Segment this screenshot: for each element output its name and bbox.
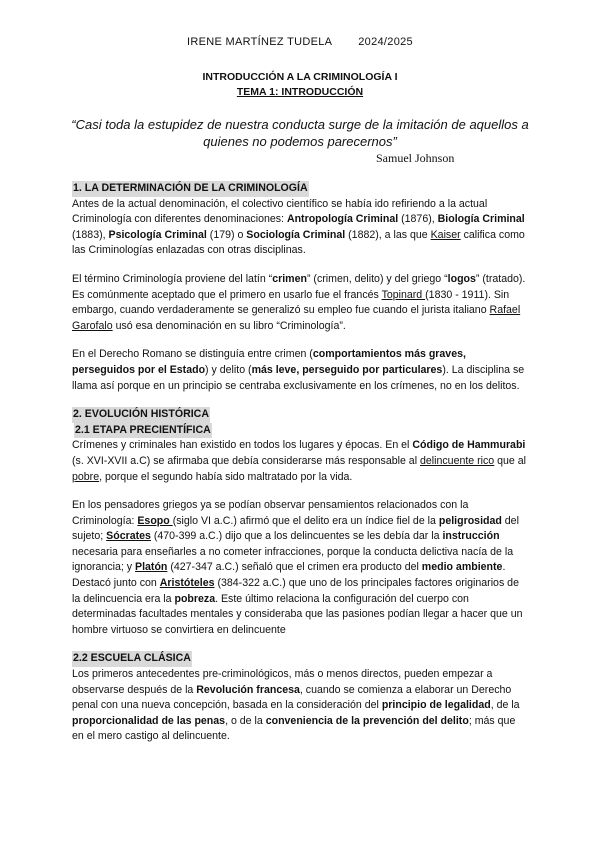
section-1-paragraph-2: El término Criminología proviene del latín “crimen” (crimen, delito) y del griego “logos” (tratado). Es comúnmente aceptado que el primero en usarlo fue el francés Topinard (1830 - 1911). Sin embargo, cuando verdaderamente se generalizó su empleo fue cuando el jurista italiano Rafael Garofalo usó esa denominación en su libro “Criminología”.: [72, 272, 526, 332]
document-header: [0, 36, 600, 48]
section-2-2-paragraph-1: Los primeros antecedentes pre-criminológicos, más o menos directos, pueden empezar a observarse después de la Revolución francesa, cuando se comienza a elaborar un Derecho penal con una nueva concepción, basada en la consideración del principio de legalidad, de la proporcionalidad de las penas, o de la conveniencia de la prevención del delito; más que en el mero castigo al delincuente.: [72, 668, 520, 743]
section-1-heading: 1. LA DETERMINACIÓN DE LA CRIMINOLOGÍA: [72, 181, 309, 197]
topic-title: TEMA 1: INTRODUCCIÓN: [236, 86, 364, 98]
epigraph-quote: “Casi toda la estupidez de nuestra conducta surge de la imitación de aquellos a quienes no podemos parecernos”: [71, 117, 529, 149]
section-2-1-paragraph-2: En los pensadores griegos ya se podían observar pensamientos relacionados con la Criminología: Esopo (siglo VI a.C.) afirmó que el delito era un índice fiel de la peligrosidad del sujeto; Sócrates (470-399 a.C.) dijo que a los delincuentes se les debía dar la instrucción necesaria para enseñarles a no cometer infracciones, porque la conducta delictiva nacía de la ignorancia; y Platón (427-347 a.C.) señaló que el crimen era producto del medio ambiente. Destacó junto con Aristóteles (384-322 a.C.) que uno de los principales factores originarios de la delincuencia era la pobreza. Este último relaciona la configuración del cuerpo con determinadas facultades mentales y consideraba que las pasiones podían llegar a hacer que un hombre virtuoso se convirtiera en delincuente: [72, 499, 523, 636]
section-2-2-heading: 2.2 ESCUELA CLÁSICA: [72, 651, 192, 667]
section-2-heading: 2. EVOLUCIÓN HISTÓRICA: [72, 407, 210, 423]
section-2-1-heading: 2.1 ETAPA PRECIENTÍFICA: [74, 423, 212, 439]
section-1-paragraph-1: Antes de la actual denominación, el colectivo científico se había ido refiriendo a la actual Criminología con diferentes denominaciones: Antropología Criminal (1876), Biología Criminal (1883), Psicología Criminal (179) o Sociología Criminal (1882), a las que Kaiser califica como las Criminologías enlazadas con otras disciplinas.: [72, 197, 525, 257]
document-body: [72, 181, 528, 745]
author-name: IRENE MARTÍNEZ TUDELA: [187, 36, 333, 48]
section-2-1-paragraph-1: Crímenes y criminales han existido en todos los lugares y épocas. En el Código de Hammurabi (s. XVI-XVII a.C) se afirmaba que debía considerarse más responsable al delincuente rico que al pobre, porque el segundo había sido maltratado por la vida.: [72, 439, 527, 483]
section-1-paragraph-3: En el Derecho Romano se distinguía entre crimen (comportamientos más graves, perseguidos por el Estado) y delito (más leve, perseguido por particulares). La disciplina se llama así porque en un principio se centraba exclusivamente en los crímenes, no en los delitos.: [72, 348, 525, 392]
document-titles: [0, 70, 600, 100]
course-title: INTRODUCCIÓN A LA CRIMINOLOGÍA I: [202, 71, 398, 83]
academic-year: 2024/2025: [358, 36, 413, 48]
epigraph-author: Samuel Johnson: [376, 151, 455, 165]
